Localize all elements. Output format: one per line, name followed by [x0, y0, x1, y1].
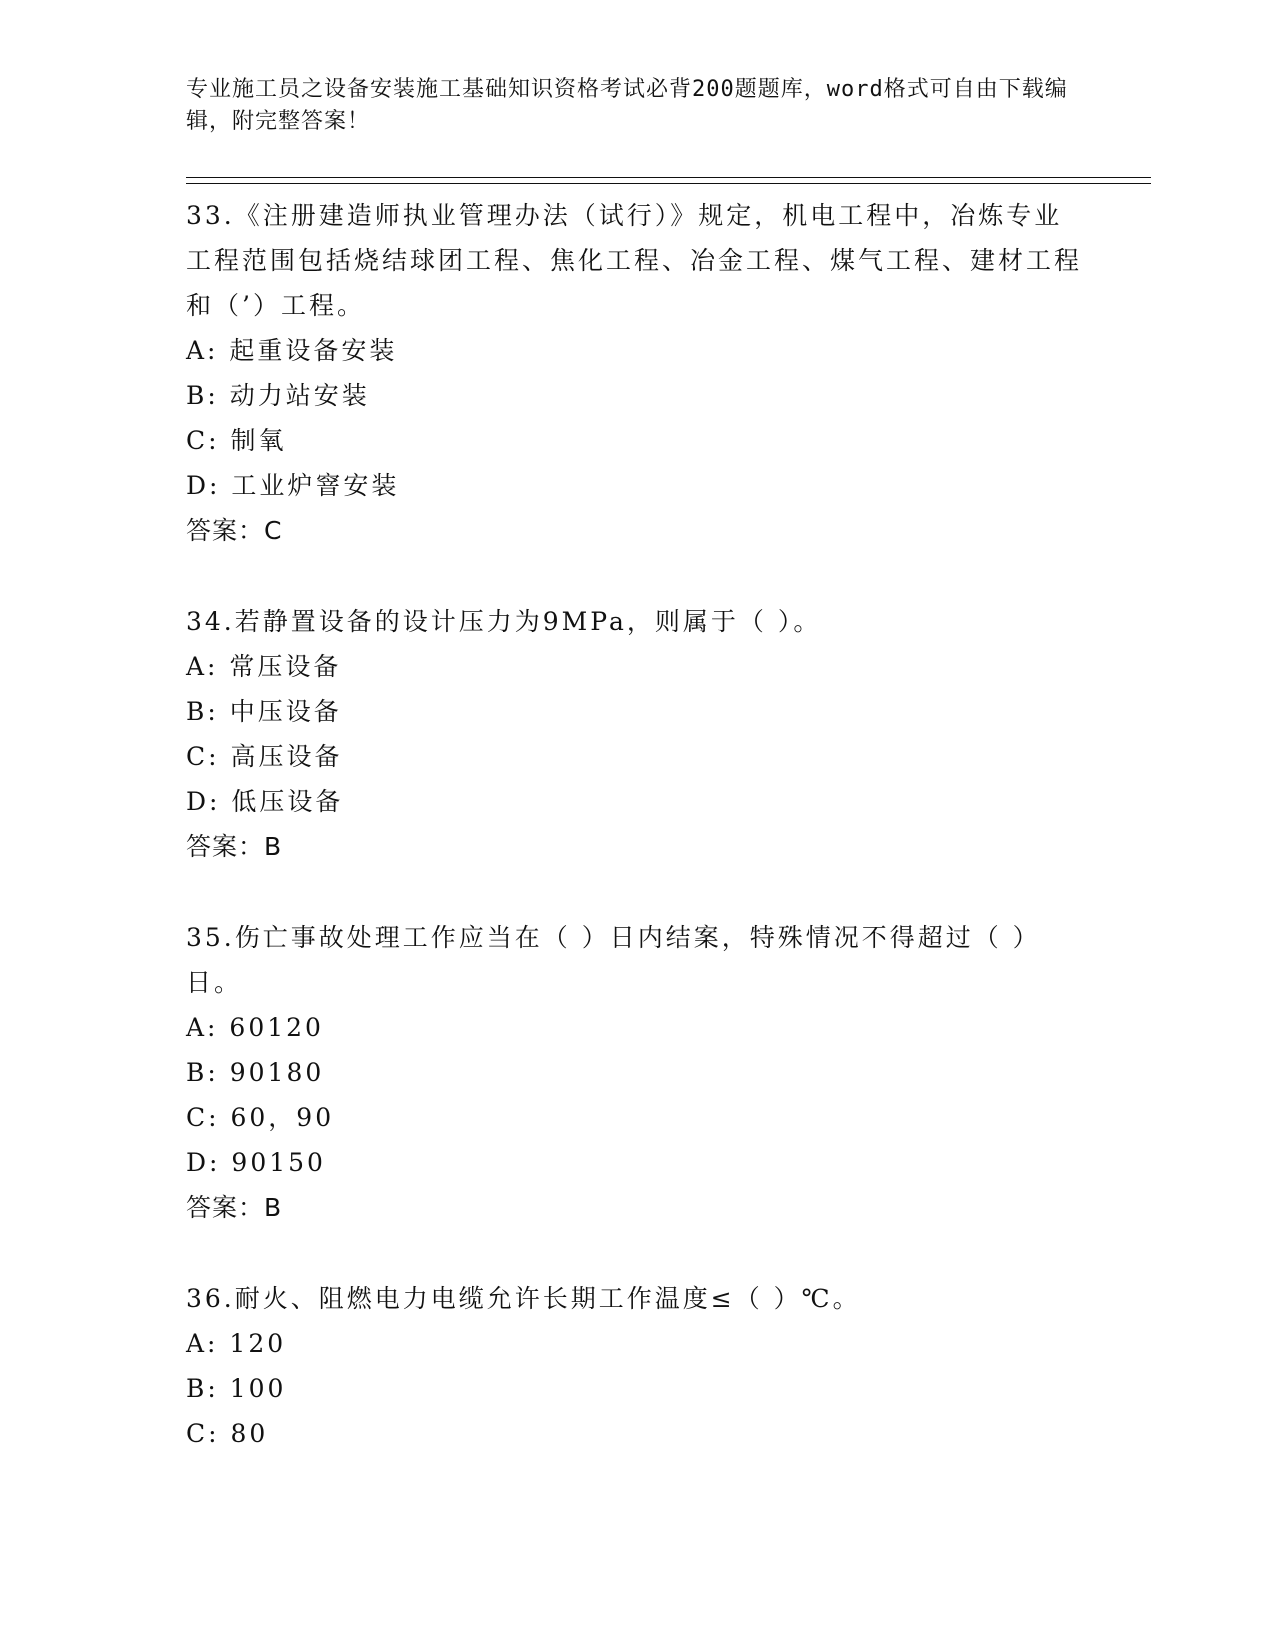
- option-b: B: 中压设备: [186, 697, 342, 726]
- question-item: [186, 915, 1086, 1230]
- answer-text: 答案：B: [186, 832, 283, 861]
- question-stem: 35.伤亡事故处理工作应当在（ ）日内结案，特殊情况不得超过（ ）日。: [186, 923, 1041, 997]
- option-a: A: 起重设备安装: [186, 336, 398, 365]
- question-item: [186, 1276, 1086, 1456]
- header-divider-top: [186, 177, 1151, 178]
- option-c: C: 80: [186, 1419, 269, 1448]
- header-divider-bottom: [186, 183, 1151, 184]
- question-item: [186, 599, 1086, 869]
- question-spacer: [186, 553, 1086, 599]
- option-c: C: 60，90: [186, 1103, 335, 1132]
- option-a: A: 120: [186, 1329, 287, 1358]
- option-a: A: 常压设备: [186, 652, 342, 681]
- option-b: B: 100: [186, 1374, 287, 1403]
- question-list: [186, 193, 1086, 1456]
- option-d: D: 90150: [186, 1148, 326, 1177]
- answer-text: 答案：B: [186, 1193, 283, 1222]
- question-stem: 33.《注册建造师执业管理办法（试行）》规定，机电工程中，冶炼专业工程范围包括烧结球团工程、焦化工程、冶金工程、煤气工程、建材工程和（’）工程。: [186, 201, 1083, 320]
- document-header: 专业施工员之设备安装施工基础知识资格考试必背200题题库，word格式可自由下载编辑，附完整答案！: [186, 77, 1068, 134]
- option-b: B: 90180: [186, 1058, 325, 1087]
- question-spacer: [186, 869, 1086, 915]
- option-b: B: 动力站安装: [186, 381, 370, 410]
- option-c: C: 制氧: [186, 426, 287, 455]
- option-d: D: 工业炉窨安装: [186, 471, 400, 500]
- option-c: C: 高压设备: [186, 742, 343, 771]
- question-stem: 34.若静置设备的设计压力为9MPa，则属于（ ）。: [186, 607, 822, 636]
- option-d: D: 低压设备: [186, 787, 344, 816]
- question-spacer: [186, 1230, 1086, 1276]
- question-stem: 36.耐火、阻燃电力电缆允许长期工作温度≤（ ）℃。: [186, 1284, 861, 1313]
- answer-text: 答案：C: [186, 516, 283, 545]
- option-a: A: 60120: [186, 1013, 324, 1042]
- question-item: [186, 193, 1086, 553]
